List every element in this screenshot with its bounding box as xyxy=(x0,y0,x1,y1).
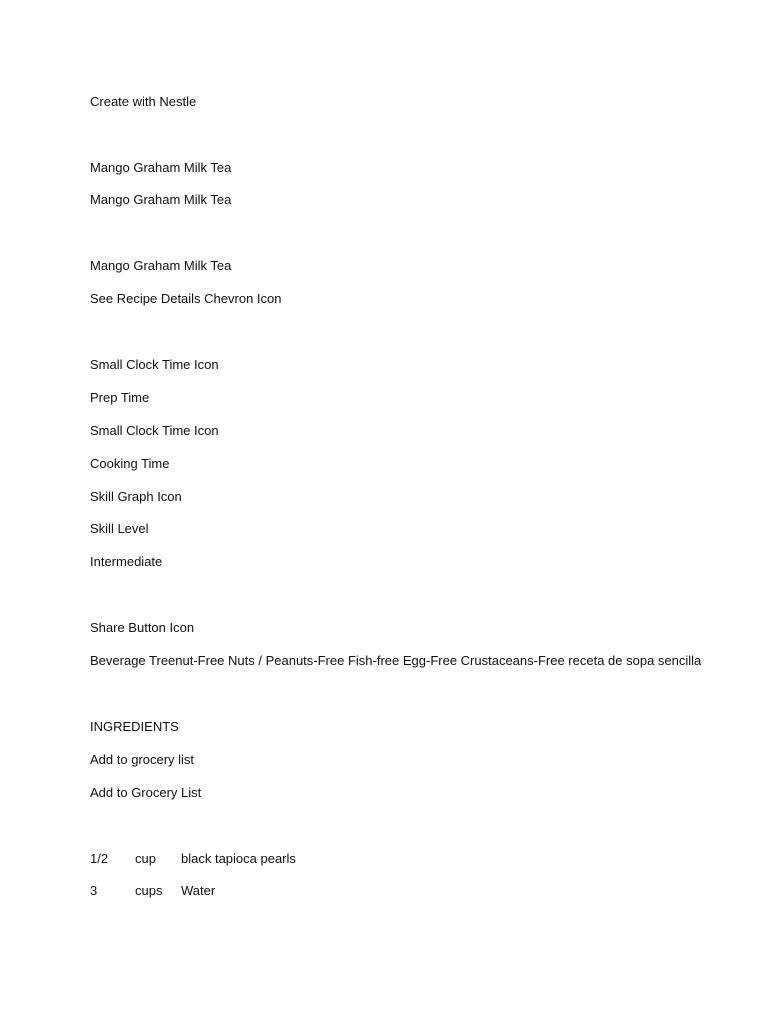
tags-line: Beverage Treenut-Free Nuts / Peanuts-Free Fish-free Egg-Free Crustaceans-Free receta de sopa sencilla xyxy=(90,653,702,668)
add-to-grocery-list-button[interactable]: Add to Grocery List xyxy=(90,785,202,800)
ingredient-quantity: 1/2 xyxy=(90,851,109,866)
ingredient-name: Water xyxy=(181,883,216,898)
brand-line: Create with Nestle xyxy=(90,94,197,109)
ingredient-unit: cups xyxy=(135,883,163,898)
skill-icon-text: Skill Graph Icon xyxy=(90,489,182,504)
skill-level-value: Intermediate xyxy=(90,554,163,569)
cooking-time-icon-text: Small Clock Time Icon xyxy=(90,423,219,438)
ingredient-unit: cup xyxy=(135,851,156,866)
skill-level-label: Skill Level xyxy=(90,521,149,536)
recipe-title: Mango Graham Milk Tea xyxy=(90,258,232,273)
cooking-time-label: Cooking Time xyxy=(90,456,170,471)
ingredients-heading: INGREDIENTS xyxy=(90,719,179,734)
add-to-grocery-list-link[interactable]: Add to grocery list xyxy=(90,752,195,767)
recipe-title: Mango Graham Milk Tea xyxy=(90,160,232,175)
see-recipe-details-link[interactable]: See Recipe Details Chevron Icon xyxy=(90,291,282,306)
prep-time-label: Prep Time xyxy=(90,390,150,405)
share-button[interactable]: Share Button Icon xyxy=(90,620,195,635)
ingredient-name: black tapioca pearls xyxy=(181,851,296,866)
recipe-title: Mango Graham Milk Tea xyxy=(90,192,232,207)
ingredient-quantity: 3 xyxy=(90,883,98,898)
prep-time-icon-text: Small Clock Time Icon xyxy=(90,357,219,372)
